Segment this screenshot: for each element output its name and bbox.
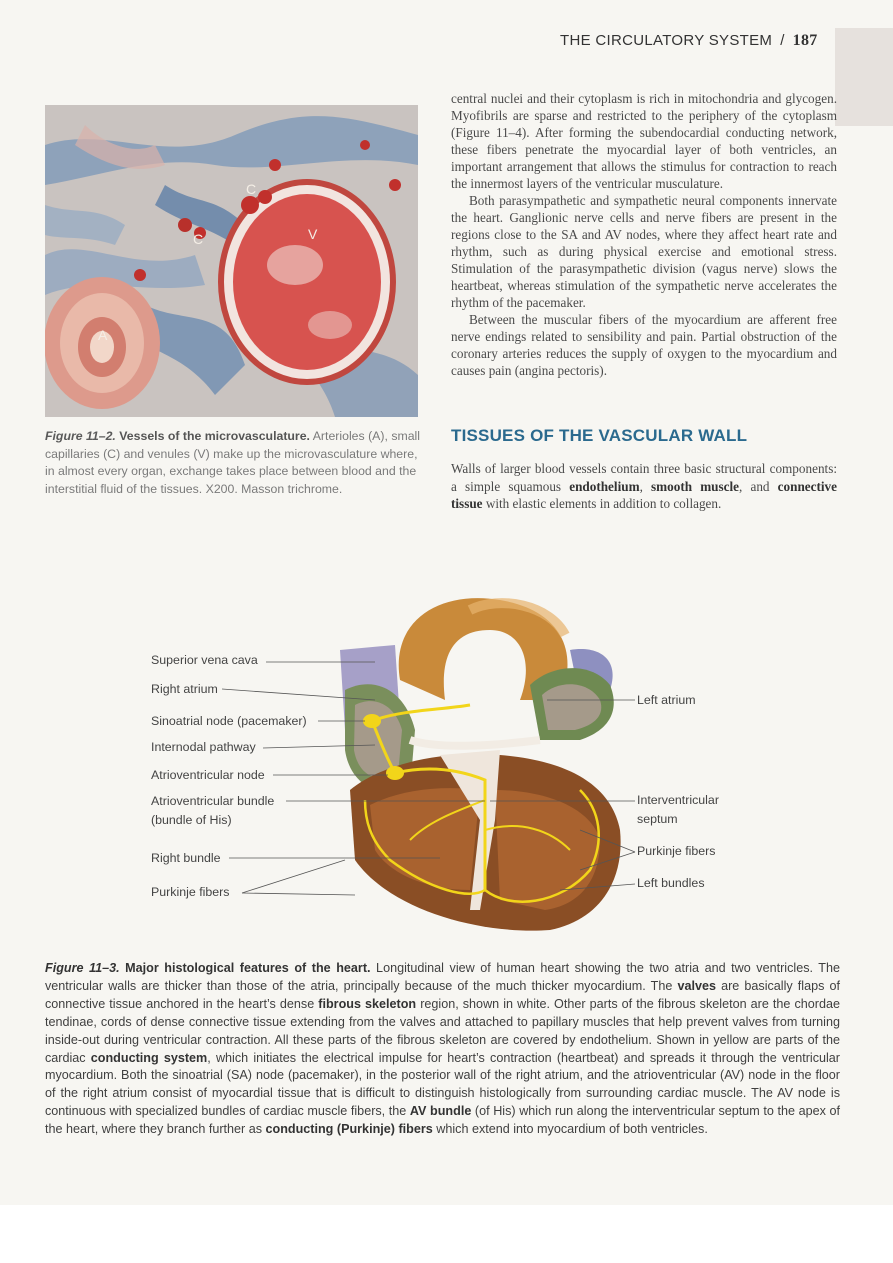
figure-11-2-caption	[45, 428, 423, 498]
label-interventricular-1: Interventricular	[637, 793, 719, 807]
figure-11-2-text: Arterioles (A), small capillaries (C) and venules (V) make up the microvasculature where, in almost every organ, exchange takes place between blood and the interstitial fluid of the tissues. X200. Masson trichrome.	[45, 429, 421, 496]
label-right-bundle: Right bundle	[151, 851, 221, 865]
label-left-bundles: Left bundles	[637, 876, 705, 890]
label-interventricular-2: septum	[637, 812, 678, 826]
section-heading: TISSUES OF THE VASCULAR WALL	[451, 426, 748, 445]
body-paragraph-1: central nuclei and their cytoplasm is rich in mitochondria and glycogen. Myofibrils are sparse and restricted to the periphery of the cytoplasm (Figure 11–4). After forming the subendocardial conducting network, these fibers penetrate the myocardial layer of both ventricles, an important arrangement that allows the stimulus for contraction to reach the innermost layers of the ventricular musculature.	[451, 91, 837, 191]
micrograph-label-arteriole: A	[98, 327, 108, 343]
term-endothelium: endothelium	[569, 478, 640, 494]
label-right-atrium: Right atrium	[151, 682, 218, 696]
figure-11-2-number: Figure 11–2.	[45, 429, 116, 443]
page-number: 187	[792, 32, 818, 49]
page-bottom-margin	[0, 1205, 893, 1263]
caption-term-purkinje-fibers: conducting (Purkinje) fibers	[265, 1122, 433, 1137]
running-title: THE CIRCULATORY SYSTEM	[560, 32, 773, 49]
micrograph-label-capillary-2: C	[193, 231, 204, 247]
caption-text-6: which extend into myocardium of both ventricles.	[432, 1122, 708, 1137]
heart-diagram	[140, 590, 760, 940]
caption-term-valves: valves	[677, 978, 716, 993]
label-atrioventricular-node: Atrioventricular node	[151, 768, 265, 782]
body-text	[451, 90, 837, 379]
term-smooth-muscle: smooth muscle	[651, 478, 740, 494]
micrograph-label-venule: V	[308, 226, 318, 242]
caption-text-3: region, shown in white. Other parts of the fibrous skeleton are the chordae tendinae, cords of dense connective tissue extending from the valves and attached to papillary muscles that help prevent valves from turning inside-out during ventricular contraction. All these parts of the fibrous skeleton are covered by endothelium. Shown in yellow are parts of the cardiac	[45, 996, 841, 1065]
caption-term-fibrous-skeleton: fibrous skeleton	[318, 996, 417, 1011]
figure-11-3-caption	[45, 960, 840, 1139]
section-text-d: with elastic elements in addition to collagen.	[482, 496, 722, 511]
figure-11-3-title: Major histological features of the heart.	[125, 961, 371, 975]
label-internodal-pathway: Internodal pathway	[151, 740, 256, 754]
term-connective-tissue: connective tissue	[451, 478, 837, 511]
label-sinoatrial-node: Sinoatrial node (pacemaker)	[151, 714, 307, 728]
label-purkinje-right: Purkinje fibers	[637, 844, 716, 858]
section-text-a: Walls of larger blood vessels contain three basic structural components: a simple squamous	[451, 461, 837, 494]
section-text-c: , and	[739, 478, 778, 494]
label-left-atrium: Left atrium	[637, 693, 696, 707]
label-av-bundle-2: (bundle of His)	[151, 813, 232, 827]
caption-term-conducting-system: conducting system	[90, 1050, 208, 1065]
label-purkinje-left: Purkinje fibers	[151, 885, 230, 899]
running-header	[560, 32, 836, 50]
caption-term-av-bundle: AV bundle	[409, 1104, 472, 1119]
label-av-bundle-1: Atrioventricular bundle	[151, 794, 275, 808]
page-edge-tab	[835, 28, 893, 126]
header-separator: /	[780, 32, 785, 49]
figure-11-3-number: Figure 11–3.	[45, 961, 120, 975]
micrograph-image	[45, 105, 418, 417]
section-paragraph	[451, 460, 837, 513]
micrograph-illustration	[45, 105, 418, 417]
body-paragraph-3: Between the muscular fibers of the myocardium are afferent free nerve endings related to sensibility and pain. Partial obstruction of the coronary arteries reduces the supply of oxygen to the myocardium and causes pain (angina pectoris).	[451, 312, 837, 378]
caption-text-4: , which initiates the electrical impulse for heart’s contraction (heartbeat) and spreads it through the ventricular myocardium. Both the sinoatrial (SA) node (pacemaker), in the posterior wall of the right atrium, and the atrioventricular (AV) node in the floor of the right atrium consist of myocardial tissue that is difficult to distinguish histologically from surrounding cardiac muscle. The AV node is continuous with specialized bundles of cardiac muscle fibers, the	[45, 1050, 840, 1119]
body-paragraph-2: Both parasympathetic and sympathetic neural components innervate the heart. Ganglionic nerve cells and nerve fibers are present in the regions close to the SA and AV nodes, where they affect heart rate and rhythm, such as during physical exercise and emotional stress. Stimulation of the parasympathetic division (vagus nerve) slows the heartbeat, whereas stimulation of the sympathetic nerve accelerates the rhythm of the pacemaker.	[451, 193, 837, 310]
micrograph-label-capillary-1: C	[246, 181, 257, 197]
figure-11-2-title: Vessels of the microvasculature.	[119, 429, 310, 443]
section-text-b: ,	[639, 478, 652, 494]
label-superior-vena-cava: Superior vena cava	[151, 653, 258, 667]
caption-text-2: are basically flaps of connective tissue anchored in the heart’s dense	[45, 978, 840, 1011]
caption-text-1: Longitudinal view of human heart showing the two atria and two ventricles. The ventricular walls are thicker than those of the atria, principally because of the much thicker myocardium. The	[45, 961, 841, 993]
caption-text-5: (of His) which run along the interventricular septum to the apex of the heart, where they branch further as	[45, 1104, 840, 1137]
